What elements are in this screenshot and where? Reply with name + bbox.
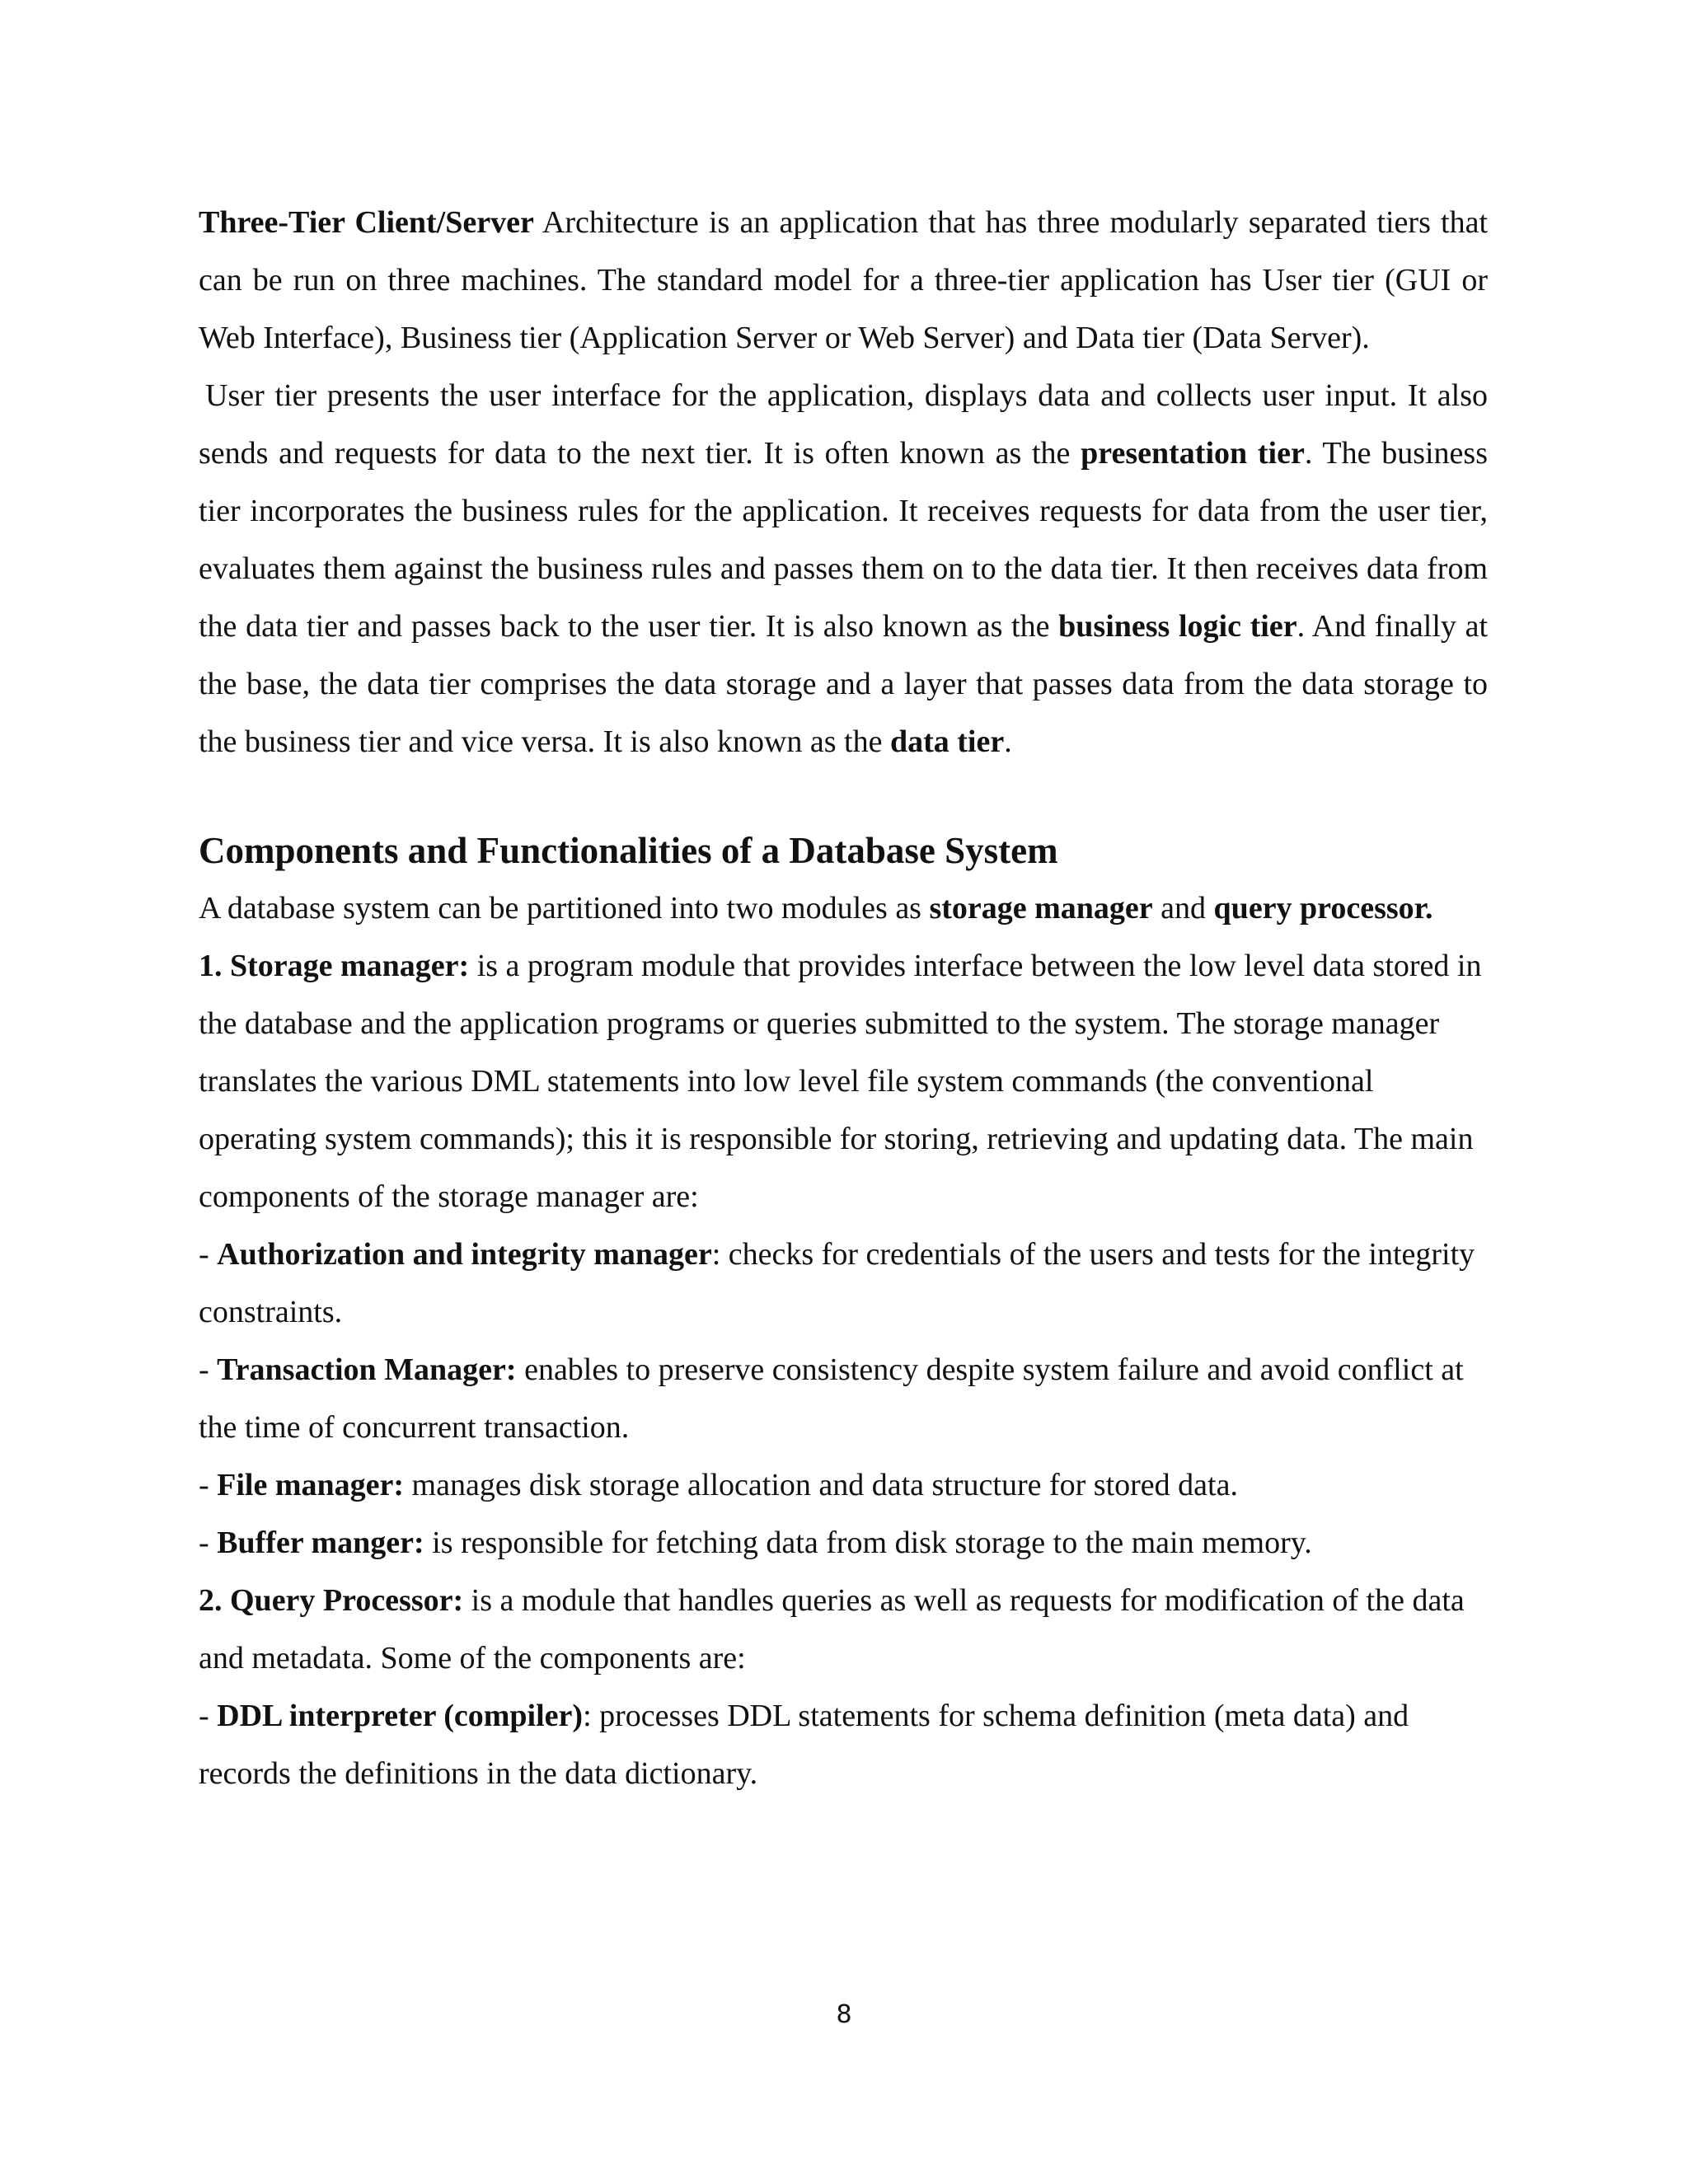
section-heading: Components and Functionalities of a Database System	[199, 830, 1058, 871]
business-tier-description: . The business tier incorporates the business rules for the application. It receives requests for data from the user tier, evaluates them against the business rules and passes them on to the data tier. It then receives data from the data tier and passes back to the user tier. It is also known as the	[199, 436, 1488, 644]
list-item	[199, 1226, 1488, 1341]
query-processor-description: is a module that handles queries as well as requests for modification of the data and metadata. Some of the components are:	[199, 1583, 1465, 1675]
ddl-interpreter-label: DDL interpreter (compiler)	[217, 1699, 584, 1733]
database-system-intro	[199, 879, 1488, 937]
modules-connector-text: and	[1152, 891, 1214, 926]
list-bullet: -	[199, 1526, 218, 1560]
query-processor-label: 2. Query Processor:	[199, 1583, 464, 1618]
business-logic-tier-term: business logic tier	[1058, 609, 1297, 644]
authorization-manager-label: Authorization and integrity manager	[217, 1237, 712, 1272]
storage-manager-description: is a program module that provides interface between the low level data stored in the database and the application programs or queries submitted to the system. The storage manager translates the various DML statements into low level file system commands (the conventional operating system commands); this it is responsible for storing, retrieving and updating data. The main components of the storage manager are:	[199, 949, 1482, 1214]
storage-manager-term: storage manager	[929, 891, 1153, 926]
list-bullet: -	[199, 1699, 218, 1733]
three-tier-description: Architecture is an application that has three modularly separated tiers that can be run on three machines. The standard model for a three-tier application has User tier (GUI or Web Interface), Business tier (Application Server or Web Server) and Data tier (Data Server).	[199, 205, 1488, 355]
data-tier-description: . And finally at the base, the data tier comprises the data storage and a layer that passes data from the data storage to the business tier and vice versa. It is also known as the	[199, 609, 1489, 759]
buffer-manager-description: is responsible for fetching data from disk storage to the main memory.	[424, 1526, 1312, 1560]
modules-intro-text: A database system can be partitioned into two modules as	[199, 891, 930, 926]
buffer-manager-label: Buffer manger:	[217, 1526, 424, 1560]
storage-manager-item	[199, 937, 1488, 1226]
file-manager-label: File manager:	[217, 1468, 405, 1502]
ddl-interpreter-description: : processes DDL statements for schema definition (meta data) and records the definitions in the data dictionary.	[199, 1699, 1409, 1791]
query-processor-item	[199, 1572, 1488, 1687]
list-item	[199, 1456, 1488, 1514]
tier-details-paragraph	[199, 367, 1488, 771]
user-tier-description: User tier presents the user interface for the application, displays data and collects user input. It also sends and requests for data to the next tier. It is often known as the	[199, 378, 1488, 471]
transaction-manager-description: enables to preserve consistency despite system failure and avoid conflict at the time of concurrent transaction.	[199, 1352, 1464, 1445]
page-number: 8	[836, 2000, 852, 2029]
list-bullet: -	[199, 1468, 218, 1502]
tier-paragraph-end: .	[1004, 724, 1012, 759]
list-item	[199, 1687, 1488, 1802]
query-processor-term: query processor.	[1213, 891, 1433, 926]
list-item	[199, 1514, 1488, 1572]
storage-manager-label: 1. Storage manager:	[199, 949, 470, 983]
list-bullet: -	[199, 1352, 218, 1387]
three-tier-intro-paragraph	[199, 194, 1488, 367]
data-tier-term: data tier	[889, 724, 1005, 759]
list-item	[199, 1341, 1488, 1456]
presentation-tier-term: presentation tier	[1081, 436, 1305, 471]
page-content	[199, 194, 1488, 1802]
transaction-manager-label: Transaction Manager:	[217, 1352, 517, 1387]
authorization-manager-description: : checks for credentials of the users and tests for the integrity constraints.	[199, 1237, 1475, 1329]
section-spacer	[199, 771, 1488, 822]
list-bullet: -	[199, 1237, 218, 1272]
file-manager-description: manages disk storage allocation and data structure for stored data.	[404, 1468, 1238, 1502]
three-tier-term: Three-Tier Client/Server	[199, 205, 534, 240]
